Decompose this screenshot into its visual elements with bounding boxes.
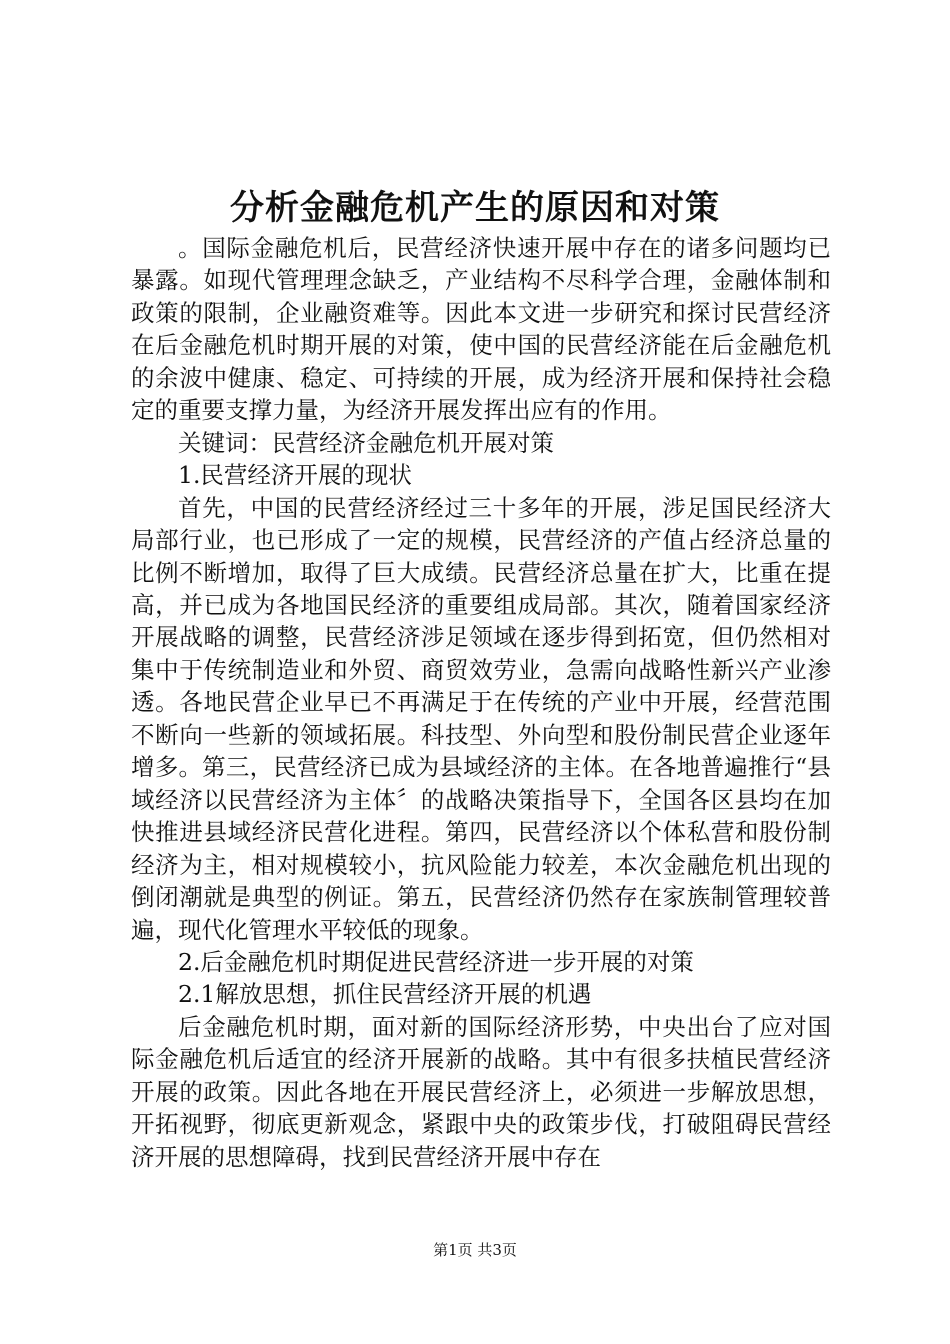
keywords-line: 关键词：民营经济金融危机开展对策	[178, 428, 554, 457]
abstract-paragraph: 。国际金融危机后，民营经济快速开展中存在的诸多问题均已暴露。如现代管理理念缺乏，产业结构不尽科学合理，金融体制和政策的限制，企业融资难等。因此本文进一步研究和探讨民营经济在后金融危机时期开展的对策，使中国的民营经济能在后金融危机的余波中健康、稳定、可持续的开展，成为经济开展和保持社会稳定的重要支撑力量，为经济开展发挥出应有的作用。	[131, 234, 831, 425]
document-body	[131, 232, 831, 1173]
subsection-heading-2-1: 2.1解放思想，抓住民营经济开展的机遇	[178, 980, 592, 1009]
section-heading-1: 1.民营经济开展的现状	[178, 461, 412, 490]
page-number-footer: 第1页 共3页	[433, 1241, 517, 1259]
page-title: 分析金融危机产生的原因和对策	[230, 188, 720, 228]
body-paragraph: 首先，中国的民营经济经过三十多年的开展，涉足国民经济大局部行业，也已形成了一定的规模，民营经济的产值占经济总量的比例不断增加，取得了巨大成绩。民营经济总量在扩大，比重在提高，并已成为各地国民经济的重要组成局部。其次，随着国家经济开展战略的调整，民营经济涉足领域在逐步得到拓宽，但仍然相对集中于传统制造业和外贸、商贸效劳业，急需向战略性新兴产业渗透。各地民营企业早已不再满足于在传统的产业中开展，经营范围不断向一些新的领域拓展。科技型、外向型和股份制民营企业逐年增多。第三，民营经济已成为县域经济的主体。在各地普遍推行“县域经济以民营经济为主体〞的战略决策指导下，全国各区县均在加快推进县域经济民营化进程。第四，民营经济以个体私营和股份制经济为主，相对规模较小，抗风险能力较差，本次金融危机出现的倒闭潮就是典型的例证。第五，民营经济仍然存在家族制管理较普遍，现代化管理水平较低的现象。	[131, 493, 831, 944]
body-paragraph: 后金融危机时期，面对新的国际经济形势，中央出台了应对国际金融危机后适宜的经济开展新的战略。其中有很多扶植民营经济开展的政策。因此各地在开展民营经济上，必须进一步解放思想，开拓视野，彻底更新观念，紧跟中央的政策步伐，打破阻碍民营经济开展的思想障碍，找到民营经济开展中存在	[131, 1012, 831, 1171]
section-heading-2: 2.后金融危机时期促进民营经济进一步开展的对策	[178, 947, 694, 976]
